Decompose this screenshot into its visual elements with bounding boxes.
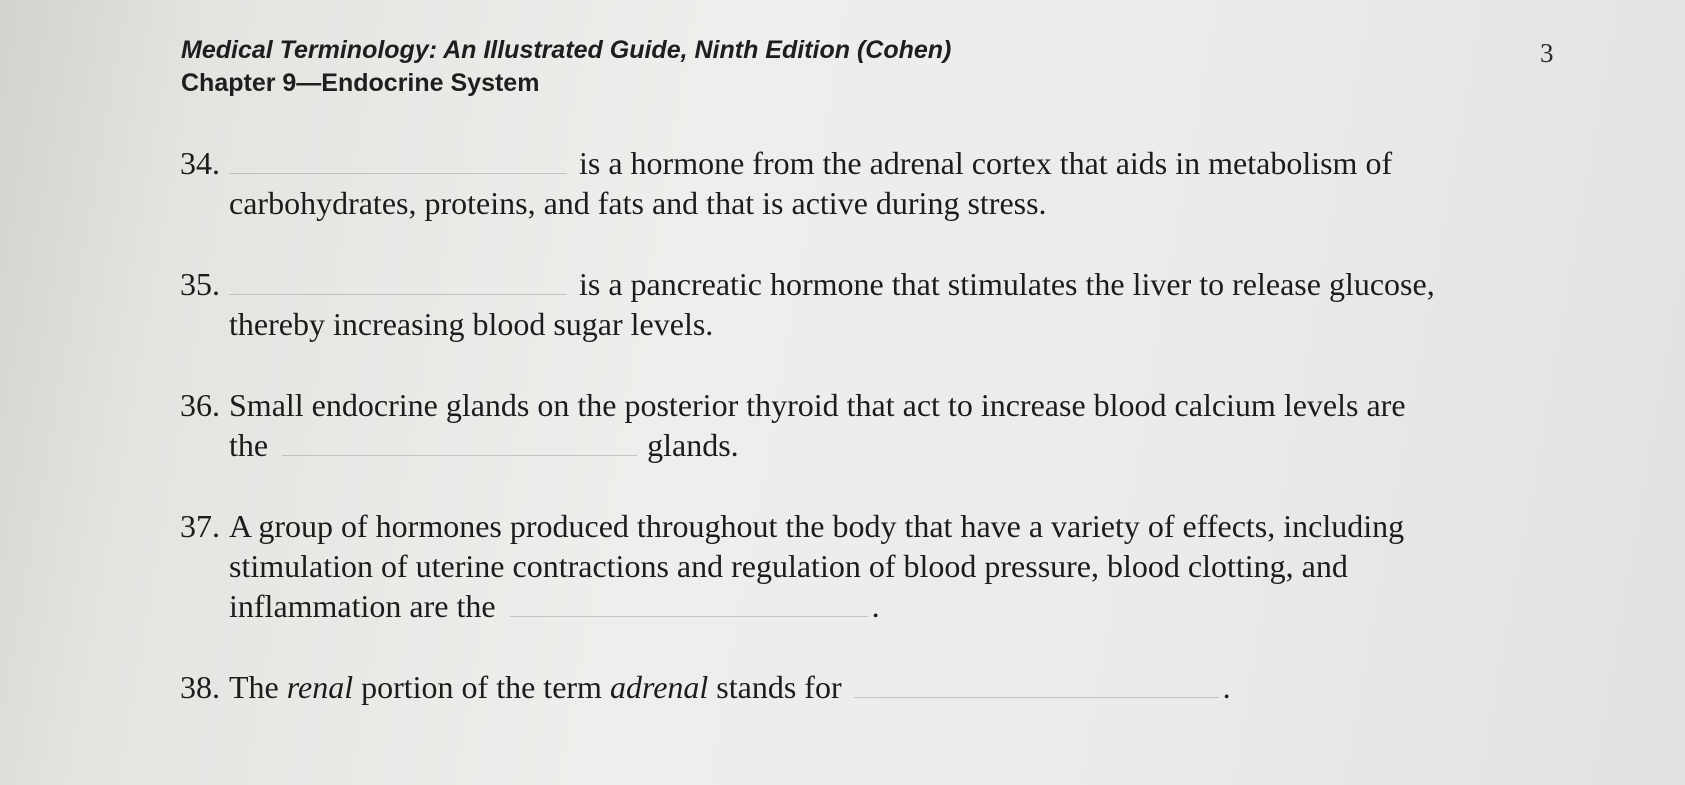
period: . bbox=[1222, 669, 1231, 705]
page-header bbox=[181, 34, 951, 100]
question-37 bbox=[180, 506, 1580, 626]
question-36 bbox=[180, 385, 1580, 465]
chapter-title: Chapter 9—Endocrine System bbox=[181, 69, 540, 97]
term-renal: renal bbox=[286, 669, 354, 705]
question-text-line1: is a pancreatic hormone that stimulates the liver to release glucose, bbox=[579, 266, 1435, 302]
book-title: Medical Terminology: An Illustrated Guide, Ninth Edition (Cohen) bbox=[181, 36, 952, 64]
answer-blank[interactable] bbox=[229, 293, 567, 295]
question-text-before-blank: inflammation are the bbox=[229, 588, 496, 624]
answer-blank[interactable] bbox=[510, 615, 868, 617]
question-number: 35. bbox=[180, 266, 220, 302]
question-text: portion of the term bbox=[353, 669, 610, 705]
question-text-line2: stimulation of uterine contractions and regulation of blood pressure, blood clotting, and bbox=[229, 548, 1348, 584]
question-35 bbox=[180, 264, 1580, 344]
period: . bbox=[871, 588, 880, 624]
answer-blank[interactable] bbox=[229, 172, 567, 174]
answer-blank[interactable] bbox=[282, 454, 637, 456]
question-text-line1: is a hormone from the adrenal cortex that aids in metabolism of bbox=[579, 145, 1393, 181]
question-text-line2: thereby increasing blood sugar levels. bbox=[229, 306, 714, 342]
answer-blank[interactable] bbox=[854, 696, 1219, 698]
question-38 bbox=[180, 667, 1580, 707]
question-number: 34. bbox=[180, 145, 220, 181]
question-number: 36. bbox=[180, 387, 220, 423]
question-text: stands for bbox=[708, 669, 842, 705]
term-adrenal: adrenal bbox=[609, 669, 709, 705]
question-text-line2: carbohydrates, proteins, and fats and that is active during stress. bbox=[229, 185, 1047, 221]
question-34 bbox=[180, 143, 1580, 223]
page-number: 3 bbox=[1540, 38, 1554, 68]
question-number: 38. bbox=[180, 669, 220, 705]
question-text: The bbox=[229, 669, 287, 705]
question-number: 37. bbox=[180, 508, 220, 544]
question-text-after-blank: glands. bbox=[647, 427, 739, 463]
question-text-line1: Small endocrine glands on the posterior thyroid that act to increase blood calcium levels are bbox=[229, 387, 1406, 423]
question-text-before-blank: the bbox=[229, 427, 269, 463]
question-text-line1: A group of hormones produced throughout the body that have a variety of effects, including bbox=[229, 508, 1405, 544]
